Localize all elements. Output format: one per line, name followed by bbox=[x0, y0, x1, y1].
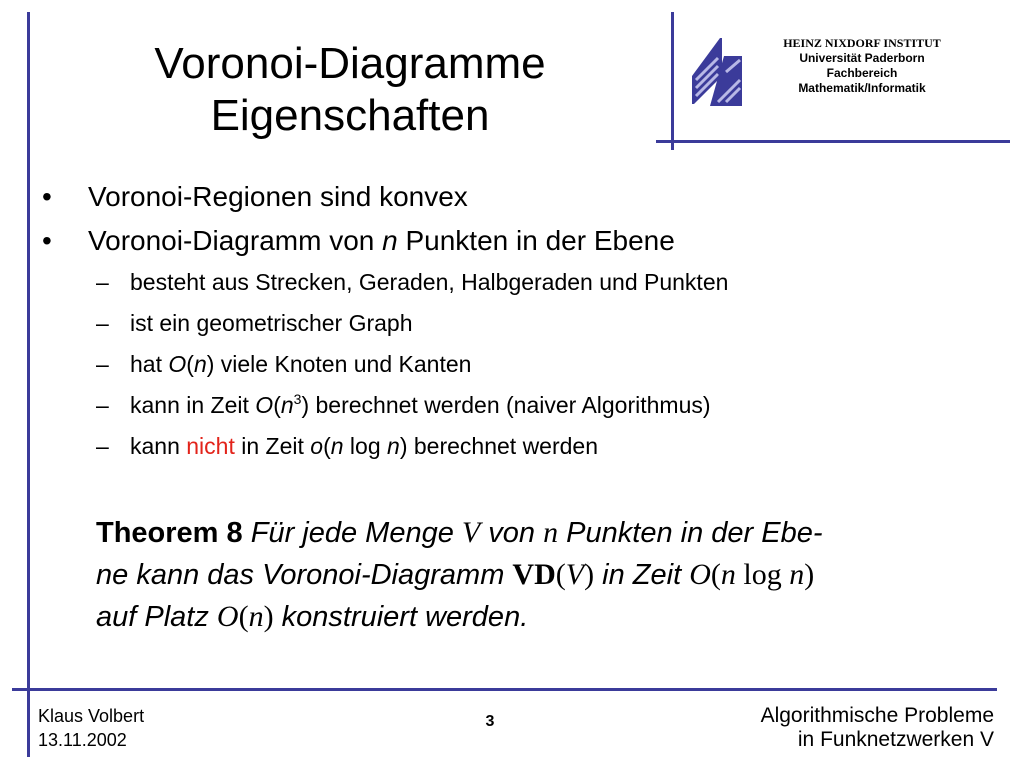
frame-header-divider-line bbox=[671, 12, 674, 150]
author-name: Klaus Volbert bbox=[38, 706, 145, 726]
sub-bullet-item: – kann nicht in Zeit o(n log n) berechnet werden bbox=[96, 433, 599, 459]
dash-bullet-icon: – bbox=[96, 310, 109, 336]
bullet-item: • Voronoi-Regionen sind konvex bbox=[42, 181, 468, 212]
theorem-line-2: ne kann das Voronoi-Diagramm VD(V) in Zeit O(n log n) bbox=[96, 558, 815, 591]
sub-bullet-item: – besteht aus Strecken, Geraden, Halbgeraden und Punkten bbox=[96, 269, 729, 295]
theorem-label: Theorem 8 bbox=[96, 517, 243, 549]
sub-bullet-item: – ist ein geometrischer Graph bbox=[96, 310, 413, 336]
sub-bullet-item: – hat O(n) viele Knoten und Kanten bbox=[96, 351, 472, 377]
frame-header-bottom-line bbox=[656, 140, 1010, 143]
institute-block bbox=[742, 36, 982, 96]
slide-title bbox=[60, 38, 640, 142]
hni-logo-icon bbox=[688, 36, 744, 108]
theorem-line-1: Theorem 8 Für jede Menge V von n Punkten in der Ebe- bbox=[96, 516, 823, 549]
dash-bullet-icon: – bbox=[96, 433, 109, 459]
course-title-line-2: in Funknetzwerken V bbox=[797, 728, 994, 751]
frame-left-line bbox=[27, 12, 30, 757]
highlight-nicht: nicht bbox=[186, 433, 235, 459]
footer-course-block bbox=[761, 704, 994, 752]
slide-date: 13.11.2002 bbox=[38, 730, 127, 750]
footer-author-block bbox=[38, 704, 144, 752]
institute-name: HEINZ NIXDORF INSTITUT bbox=[783, 36, 941, 50]
department-name: Fachbereich bbox=[826, 66, 898, 80]
bullet-list bbox=[40, 180, 980, 473]
bullet-dot-icon: • bbox=[42, 181, 52, 212]
frame-footer-line bbox=[12, 688, 997, 691]
course-title-line-1: Algorithmische Probleme bbox=[760, 704, 994, 727]
dash-bullet-icon: – bbox=[96, 392, 109, 418]
theorem-block bbox=[96, 512, 956, 638]
sub-bullet-item: – kann in Zeit $O(n^3)$ berechnet werden (naiver Algorithmus) bbox=[96, 391, 711, 418]
page-number: 3 bbox=[485, 713, 495, 730]
bullet-dot-icon: • bbox=[42, 225, 52, 256]
slide-title-line-2: Eigenschaften bbox=[210, 91, 490, 140]
bullet-item: • Voronoi-Diagramm von n Punkten in der Ebene bbox=[42, 225, 675, 256]
dash-bullet-icon: – bbox=[96, 351, 109, 377]
dash-bullet-icon: – bbox=[96, 269, 109, 295]
university-name: Universität Paderborn bbox=[799, 51, 925, 65]
theorem-line-3: auf Platz O(n) konstruiert werden. bbox=[96, 600, 529, 633]
slide-title-line-1: Voronoi-Diagramme bbox=[154, 39, 546, 88]
subject-name: Mathematik/Informatik bbox=[798, 81, 926, 95]
